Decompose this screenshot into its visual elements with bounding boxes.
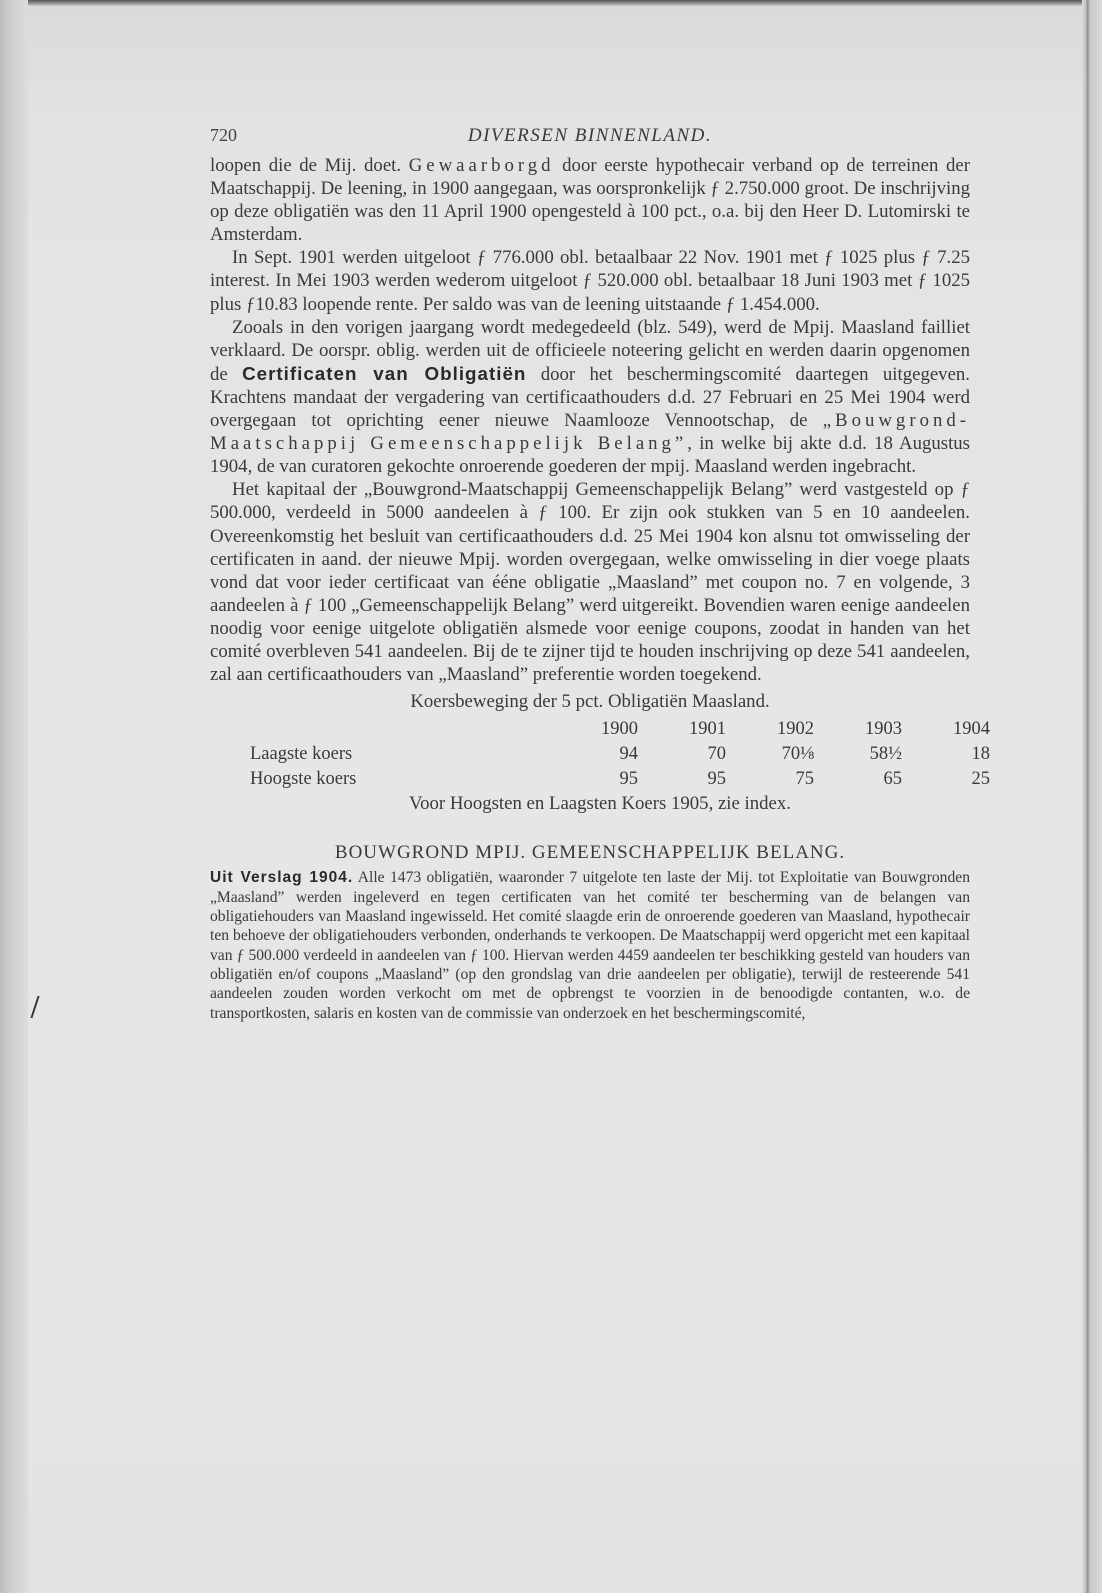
paragraph-3-text-a: Zooals in den vorigen jaargang wordt medegedeeld (blz. 549), werd de Mpij. Maasland failliet verklaard. De oorspr. oblig. werden uit de officieele noteering gelicht en werden daarin opgenomen de — [210, 316, 970, 385]
koers-table — [250, 717, 990, 792]
paragraph-1 — [210, 154, 970, 246]
year-1901: 1901 — [689, 719, 726, 740]
page-number: 720 — [210, 125, 237, 145]
running-title: DIVERSEN BINNENLAND. — [467, 125, 713, 146]
paragraph-4: Het kapitaal der „Bouwgrond-Maatschappij Gemeenschappelijk Belang” werd vastgesteld op ƒ 500.000, verdeeld in 5000 aandeelen à ƒ 100. Er zijn ook stukken van 5 en 10 aandeelen. Overeenkomstig het besluit van certificaathouders d.d. 25 Mei 1904 kon alsnu tot omwisseling der certificaten in aand. der nieuwe Mpij. worden overgegaan, welke omwisseling in dier voege plaats vond dat voor ieder certificaat van ééne obligatie „Maasland” met coupon no. 7 en volgende, 3 aandeelen à ƒ 100 „Gemeenschappelijk Belang” werd uitgereikt. Bovendien waren eenige aandeelen noodig voor eenige uitgelote obligatiën alsmede voor eenige coupons, zoodat in handen van het comité overbleven 541 aandeelen. Bij de te zijner tijd te houden inschrijving op deze 541 aandeelen, zal aan certificaathouders van „Maasland” preferentie worden toegekend. — [210, 479, 970, 686]
page-content — [210, 118, 990, 1023]
verslag-lead: Uit Verslag 1904. — [210, 869, 354, 887]
table-cell: 95 — [707, 769, 726, 790]
paragraph-3-text-b: door het beschermingscomité daartegen uitgegeven. Krachtens mandaat der vergadering van certificaathouders d.d. 27 Februari en 25 Mei 1904 werd overgegaan tot oprichting eener nieuwe Naamlooze Vennootschap, de — [210, 363, 970, 432]
koers-table-caption: Koersbeweging der 5 pct. Obligatiën Maasland. — [410, 691, 770, 713]
table-row — [250, 767, 990, 792]
year-1903: 1903 — [865, 719, 902, 740]
table-cell: 70 — [707, 744, 726, 765]
row-label: Hoogste koers — [250, 769, 357, 790]
year-1904: 1904 — [953, 719, 990, 740]
paragraph-1-text-b: door eerste hypothecair verband op de terreinen der Maatschappij. De leening, in 1900 aangegaan, was oorspronkelijk ƒ 2.750.000 groot. De inschrijving op deze obligatiën was den 11 April 1900 opengesteld à 100 pct., o.a. bij den Heer D. Lutomirski te Amsterdam. — [210, 155, 970, 246]
paragraph-3-text-c: , in welke bij akte d.d. 18 Augustus 1904, de van curatoren gekochte onroerende goederen der mpij. Maasland werden ingebracht. — [210, 433, 970, 478]
paragraph-3-bold: Certificaten van Obligatiën — [242, 362, 527, 384]
table-cell: 25 — [971, 769, 990, 790]
table-cell: 58½ — [869, 744, 902, 765]
header-empty-cell — [250, 717, 550, 742]
paragraph-1-spaced: Gewaarborgd — [408, 155, 555, 176]
year-1900: 1900 — [601, 719, 638, 740]
paragraph-3 — [210, 316, 970, 479]
koers-table-note: Voor Hoogsten en Laagsten Koers 1905, zie index. — [409, 793, 791, 815]
running-head — [210, 118, 970, 154]
year-1902: 1902 — [777, 719, 814, 740]
paragraph-3-spaced: „Bouwgrond-Maatschappij Gemeenschappelijk Belang” — [210, 410, 970, 455]
table-row — [250, 742, 990, 767]
table-cell: 18 — [971, 744, 990, 765]
scan-right-edge — [1082, 0, 1102, 1593]
koers-table-header — [250, 717, 990, 742]
table-cell: 75 — [795, 769, 814, 790]
paragraph-2: In Sept. 1901 werden uitgeloot ƒ 776.000 obl. betaalbaar 22 Nov. 1901 met ƒ 1025 plus ƒ 7.25 interest. In Mei 1903 werden wederom uitgeloot ƒ 520.000 obl. betaalbaar 18 Juni 1903 met ƒ 1025 plus ƒ10.83 loopende rente. Per saldo was van de leening uitstaande ƒ 1.454.000. — [210, 247, 970, 315]
table-cell: 70⅛ — [781, 744, 814, 765]
scan-left-edge — [0, 0, 28, 1593]
table-cell: 94 — [619, 744, 638, 765]
row-label: Laagste koers — [250, 744, 353, 765]
verslag-paragraph — [210, 868, 970, 1022]
table-cell: 95 — [619, 769, 638, 790]
paragraph-1-text-a: loopen die de Mij. doet. — [210, 155, 409, 176]
verslag-text: Alle 1473 obligatiën, waaronder 7 uitgelote ten laste der Mij. tot Exploitatie van Bouwgronden „Maasland” werden ingeleverd en tegen certificaten van het comité ter bescherming van de belangen van obligatiehouders van Maasland ingewisseld. Het comité slaagde erin de onroerende goederen van Maasland, hypothecair ten behoeve der obligatiehouders verbonden, onderhands te verkoopen. De Maatschappij werd opgericht met een kapitaal van ƒ 500.000 verdeeld in aandeelen van ƒ 100. Hiervan werden 4459 aandeelen ter beschikking gesteld van houders van obligatiën en/of coupons „Maasland” (op den grondslag van drie aandeelen per obligatie), terwijl de resteerende 541 aandeelen zouden worden verkocht om met de opbrengst te voorzien in de benoodigde contanten, w.o. de transportkosten, salaris en kosten van de commissie van onderzoek en het beschermingscomité, — [210, 869, 970, 1022]
section-title: BOUWGROND MPIJ. GEMEENSCHAPPELIJK BELANG. — [334, 842, 846, 864]
table-cell: 65 — [883, 769, 902, 790]
